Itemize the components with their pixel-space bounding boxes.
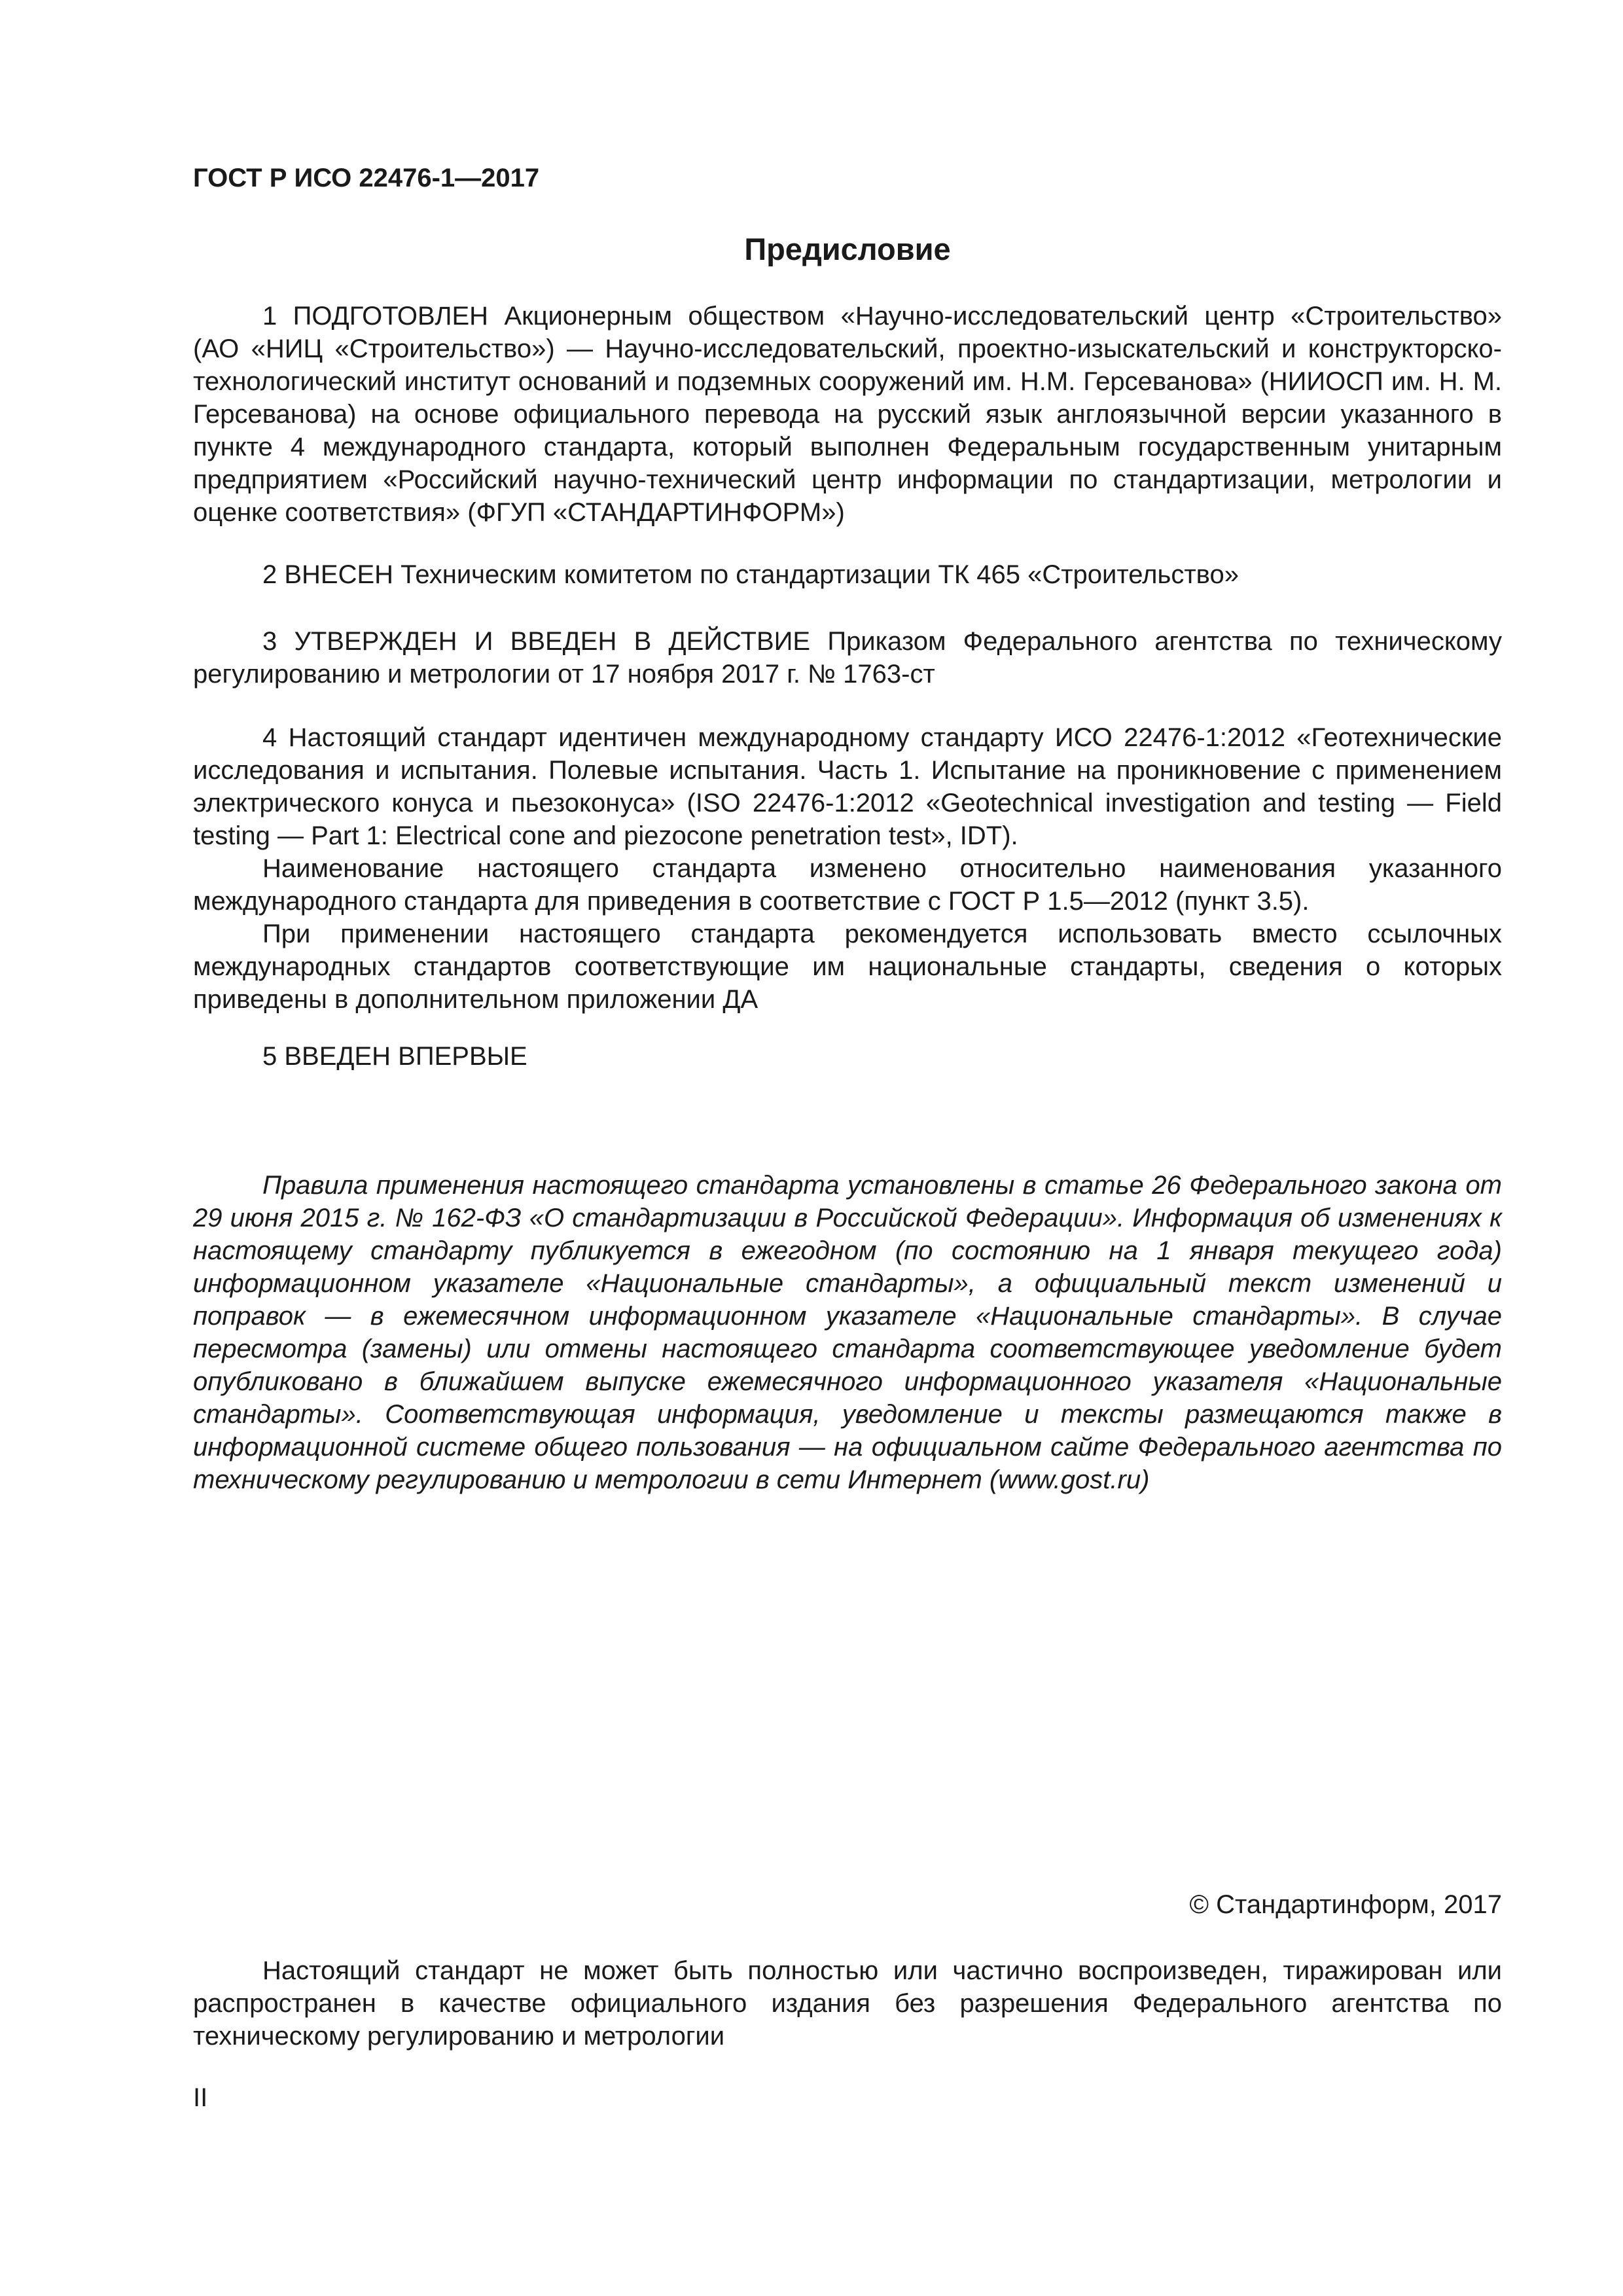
preface-item-1-text: 1 ПОДГОТОВЛЕН Акционерным обществом «Научно-исследовательский центр «Строительство» (АО «НИЦ «Строительство») — Научно-исследовательский, проектно-изыскательский и конструкторско-технологический институт оснований и подземных сооружений им. Н.М. Герсеванова» (НИИОСП им. Н. М. Герсеванова) на основе официального перевода на русский язык англоязычной версии указанного в пункте 4 международного стандарта, который выполнен Федеральным государственным унитарным предприятием «Российский научно-технический центр информации по стандартизации, метрологии и оценке соответствия» (ФГУП «СТАНДАРТИНФОРМ») [193, 302, 1502, 527]
preface-item-1 [193, 300, 1502, 529]
preface-item-3 [193, 625, 1502, 691]
preface-item-4-text: 4 Настоящий стандарт идентичен международному стандарту ИСО 22476-1:2012 «Геотехнические исследования и испытания. Полевые испытания. Часть 1. Испытание на проникновение с применением электрического конуса и пьезоконуса» (ISO 22476-1:2012 «Geotechnical investigation and testing — Field testing — Part 1: Electrical cone and piezocone penetration test», IDT). [193, 723, 1502, 850]
standard-application-notice: Правила применения настоящего стандарта установлены в статье 26 Федерального закона от 29 июня 2015 г. № 162-ФЗ «О стандартизации в Российской Федерации». Информация об изменениях к настоящему стандарту публикуется в ежегодном (по состоянию на 1 января текущего года) информационном указателе «Национальные стандарты», а официальный текст изменений и поправок — в ежемесячном информационном указателе «Национальные стандарты». В случае пересмотра (замены) или отмены настоящего стандарта соответствующее уведомление будет опубликовано в ближайшем выпуске ежемесячного информационного указателя «Национальные стандарты». Соответствующая информация, уведомление и тексты размещаются также в информационной системе общего пользования — на официальном сайте Федерального агентства по техническому регулированию и метрологии в сети Интернет (www.gost.ru) [193, 1171, 1502, 1494]
copyright: © Стандартинформ, 2017 [1189, 1890, 1502, 1919]
preface-item-2-text: 2 ВНЕСЕН Техническим комитетом по стандартизации ТК 465 «Строительство» [262, 560, 1239, 589]
preface-item-4-reference-note: При применении настоящего стандарта рекомендуется использовать вместо ссылочных международных стандартов соответствующие им национальные стандарты, сведения о которых приведены в дополнительном приложении ДА [193, 920, 1502, 1014]
preface-item-4 [193, 721, 1502, 1016]
page-header: ГОСТ Р ИСО 22476-1—2017 [193, 164, 540, 192]
preface-item-4-title-note: Наименование настоящего стандарта изменено относительно наименования указанного международного стандарта для приведения в соответствие с ГОСТ Р 1.5—2012 (пункт 3.5). [193, 854, 1502, 916]
preface-item-3-text: 3 УТВЕРЖДЕН И ВВЕДЕН В ДЕЙСТВИЕ Приказом Федерального агентства по техническому регулированию и метрологии от 17 ноября 2017 г. № 1763-ст [193, 627, 1502, 689]
page-number: II [193, 2083, 208, 2112]
preface-item-5-text: 5 ВВЕДЕН ВПЕРВЫЕ [262, 1042, 527, 1071]
page-title: Предисловие [744, 232, 951, 266]
preface-item-2 [193, 558, 1502, 591]
reproduction-notice-text: Настоящий стандарт не может быть полностью или частично воспроизведен, тиражирован или распространен в качестве официального издания без разрешения Федерального агентства по техническому регулированию и метрологии [193, 1956, 1502, 2051]
preface-item-5 [193, 1040, 1502, 1073]
reproduction-notice [193, 1954, 1502, 2053]
